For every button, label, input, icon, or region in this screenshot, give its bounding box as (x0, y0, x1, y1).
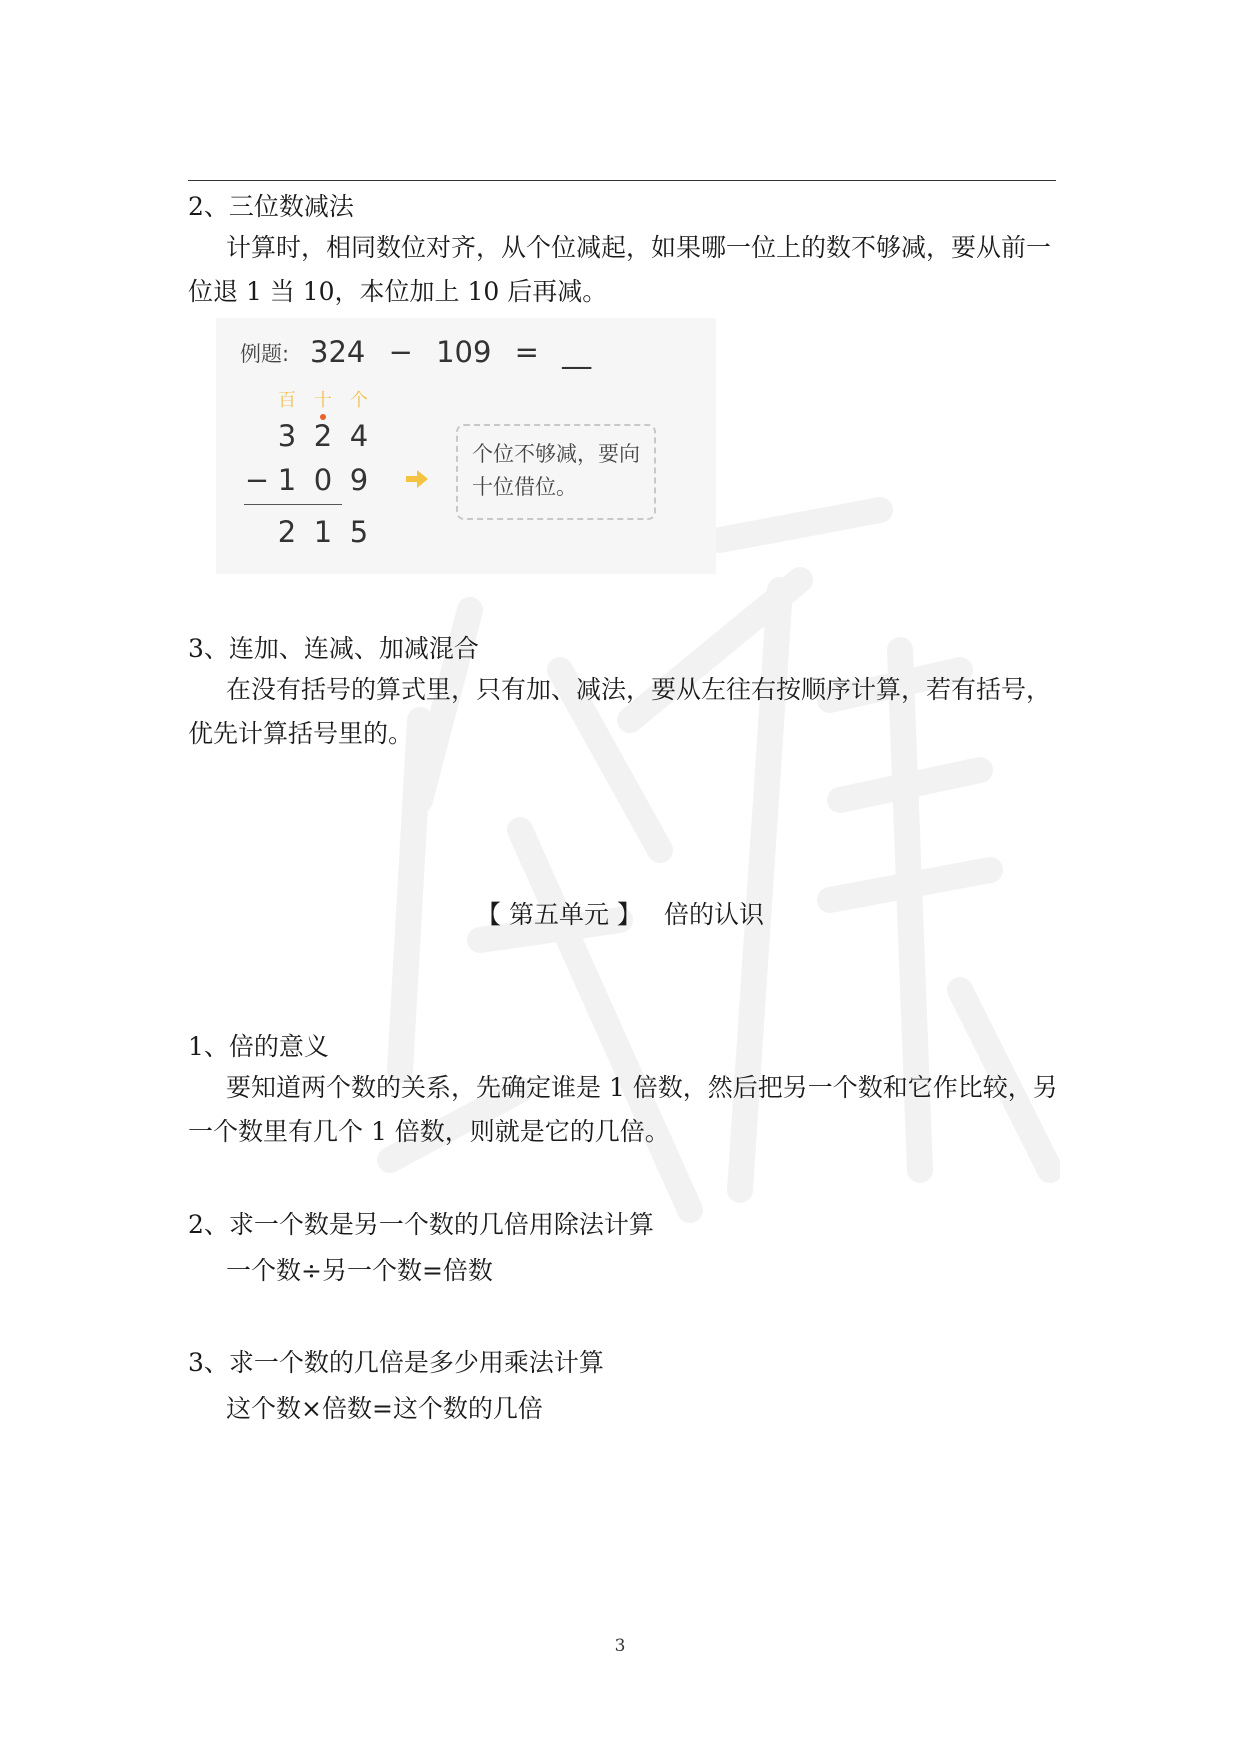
borrow-note: 个位不够减，要向十位借位。 (456, 424, 656, 520)
formula-multiplication: 这个数×倍数=这个数的几倍 (226, 1394, 543, 1423)
place-label-ones: 个 (350, 390, 368, 411)
section-heading-mixed: 3、连加、连减、加减混合 (188, 634, 479, 663)
paragraph-meaning: 要知道两个数的关系，先确定谁是 1 倍数，然后把另一个数和它作比较，另一个数里有几个 1 倍数，则就是它的几倍。 (188, 1073, 1058, 1146)
paragraph-mixed-rule: 在没有括号的算式里，只有加、减法，要从左往右按顺序计算，若有括号，优先计算括号里的。 (188, 675, 1052, 748)
place-label-tens: 十 (314, 390, 332, 411)
section-heading-subtraction: 2、三位数减法 (188, 192, 354, 221)
minuend-digit: 4 (349, 419, 369, 453)
example-label: 例题: (240, 342, 290, 366)
unit-bracket-title: 【 第五单元 】 (476, 900, 642, 929)
unit-topic: 倍的认识 (663, 900, 764, 929)
calculation-rule (244, 504, 342, 505)
example-expression: 324 − 109 = __ (310, 335, 592, 369)
place-label-hundreds: 百 (278, 390, 296, 411)
paragraph-subtraction-rule: 计算时，相同数位对齐，从个位减起，如果哪一位上的数不够减，要从前一位退 1 当 10，本位加上 10 后再减。 (188, 233, 1052, 306)
header-rule (188, 180, 1056, 181)
result-digit: 1 (313, 515, 333, 549)
minuend-digit: 3 (277, 419, 297, 453)
section-heading-meaning: 1、倍的意义 (188, 1032, 329, 1061)
subtrahend-digit: 0 (313, 463, 333, 497)
section-heading-multiplication: 3、求一个数的几倍是多少用乘法计算 (188, 1348, 604, 1377)
page-number: 3 (614, 1636, 626, 1656)
minuend-digit: 2 (313, 419, 333, 453)
result-digit: 5 (349, 515, 369, 549)
section-heading-division: 2、求一个数是另一个数的几倍用除法计算 (188, 1210, 654, 1239)
result-digit: 2 (277, 515, 297, 549)
minus-sign: − (244, 463, 270, 497)
unit-title (0, 898, 1240, 932)
example-panel (216, 318, 716, 574)
arrow-right-icon (404, 468, 430, 490)
formula-division: 一个数÷另一个数=倍数 (226, 1256, 493, 1285)
subtrahend-digit: 9 (349, 463, 369, 497)
subtrahend-digit: 1 (277, 463, 297, 497)
